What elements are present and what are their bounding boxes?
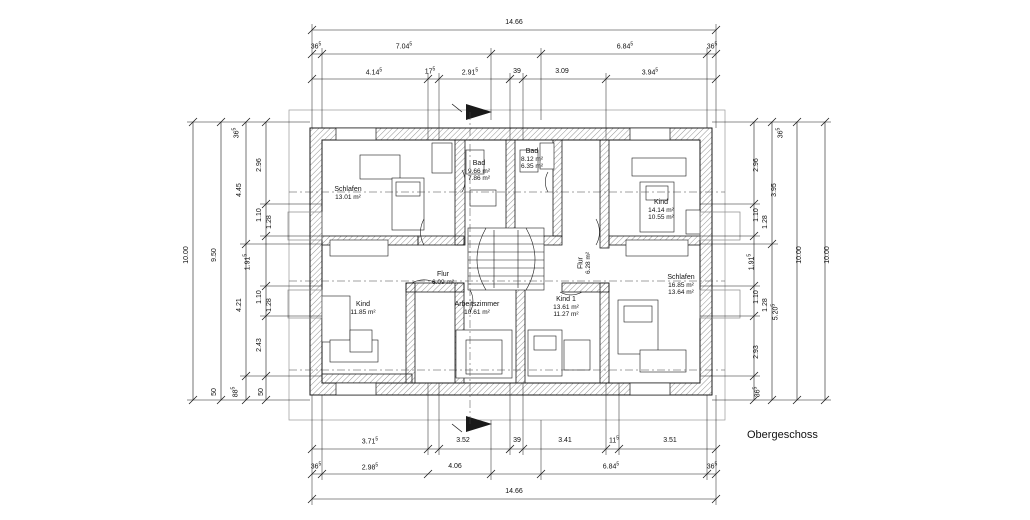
- dimension-text: 1.10: [753, 290, 760, 304]
- dimension-text: $11^5$: [608, 435, 620, 445]
- dimension-text: 1.91$^5$: [242, 253, 252, 271]
- dimension-text: 6.84$^5$: [602, 461, 620, 471]
- dimension-text: 3.95: [771, 183, 778, 197]
- dimension-text: $88^5$: [230, 386, 240, 398]
- dimension-text: 9.50: [211, 248, 218, 262]
- dimension-text: 6.84$^5$: [616, 41, 634, 51]
- room-label: Bad 8.12 m² 6.35 m²: [520, 148, 544, 171]
- dimension-text: 50: [211, 388, 218, 396]
- dimension-text: $36^5$: [310, 461, 322, 471]
- dimension-text: 1.91$^5$: [746, 253, 756, 271]
- dimension-text: 14.66: [505, 488, 523, 495]
- dimension-text: 3.71$^5$: [361, 436, 379, 446]
- room-label: Kind 11.85 m²: [350, 301, 376, 316]
- dimension-text: $17^5$: [424, 66, 436, 76]
- room-label: Schlafen 13.01 m²: [334, 186, 362, 201]
- dimension-text: 14.66: [505, 19, 523, 26]
- dimension-text: 7.04$^5$: [395, 41, 413, 51]
- dimension-text: 2.91$^5$: [461, 67, 479, 77]
- room-label: Kind 14.14 m² 10.55 m²: [648, 199, 674, 222]
- room-label: Flur 6.28 m²: [577, 252, 592, 275]
- dimension-text: 4.14$^5$: [365, 67, 383, 77]
- dimension-text: 1.10: [753, 208, 760, 222]
- dimension-text: $36^5$: [706, 461, 718, 471]
- dimension-text: 39: [513, 68, 521, 75]
- dimension-text: $36^5$: [706, 41, 718, 51]
- dimension-text: 1.28: [762, 298, 769, 312]
- dimension-text: 2.98$^5$: [361, 462, 379, 472]
- dimension-text: 2.96: [256, 158, 263, 172]
- dimension-text: 2.96: [753, 158, 760, 172]
- dimension-text: $36^5$: [775, 127, 785, 139]
- dimension-text: 1.10: [256, 290, 263, 304]
- dimension-text: 1.28: [762, 215, 769, 229]
- dimension-text: 2.43: [256, 338, 263, 352]
- dimension-text: 10.00: [183, 246, 190, 264]
- staircase: [468, 228, 544, 290]
- dimension-text: 3.09: [555, 68, 569, 75]
- dimension-text: 10.00: [824, 246, 831, 264]
- dimension-text: 3.52: [456, 437, 470, 444]
- room-label: Schlafen 16.85 m² 13.64 m²: [667, 274, 695, 297]
- dimension-text: 1.28: [266, 298, 273, 312]
- dimension-text: 2.93: [753, 345, 760, 359]
- dimension-text: 4.06: [448, 463, 462, 470]
- plan-title: Obergeschoss: [747, 429, 818, 441]
- dimension-text: 3.41: [558, 437, 572, 444]
- room-label: Arbeitszimmer 10.61 m²: [454, 301, 500, 316]
- dimension-text: 3.51: [663, 437, 677, 444]
- dimension-text: 1.28: [266, 215, 273, 229]
- dimension-text: 50: [258, 388, 265, 396]
- dimension-text: 4.45: [236, 183, 243, 197]
- dimension-text: 39: [513, 437, 521, 444]
- room-label: Kind 1 13.61 m² 11.27 m²: [553, 296, 579, 319]
- dimension-text: 1.10: [256, 208, 263, 222]
- room-label: Bad 9.66 m² 7.86 m²: [467, 160, 491, 183]
- dimension-text: 10.00: [796, 246, 803, 264]
- dimension-text: 5.20$^5$: [770, 303, 780, 321]
- dimension-text: $36^5$: [231, 127, 241, 139]
- dimension-text: $36^5$: [310, 41, 322, 51]
- dimension-text: $36^5$: [752, 386, 762, 398]
- room-label: Flur 6.09 m²: [431, 271, 455, 286]
- dimension-text: 4.21: [236, 298, 243, 312]
- dimension-text: 3.94$^5$: [641, 67, 659, 77]
